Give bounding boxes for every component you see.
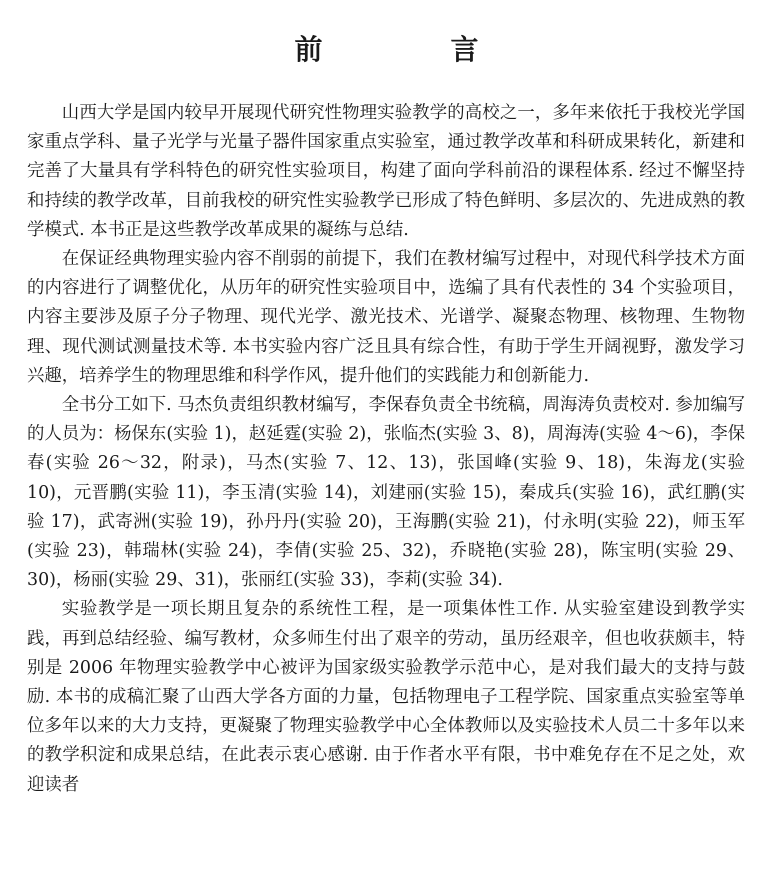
paragraph-4: 实验教学是一项长期且复杂的系统性工程，是一项集体性工作. 从实验室建设到教学实践，再到总结经验、编写教材，众多师生付出了艰辛的劳动，虽历经艰辛，但也收获颇丰，特别是 2006 年物理实验教学中心被评为国家级实验教学示范中心，是对我们最大的支持与鼓励. 本书的成稿汇聚了山西大学各方面的力量，包括物理电子工程学院、国家重点实验室等单位多年以来的大力支持，更凝聚了物理实验教学中心全体教师以及实验技术人员二十多年以来的教学积淀和成果总结，在此表示衷心感谢. 由于作者水平有限，书中难免存在不足之处，欢迎读者 xyxy=(27,599,745,795)
paragraph-1: 山西大学是国内较早开展现代研究性物理实验教学的高校之一，多年来依托于我校光学国家重点学科、量子光学与光量子器件国家重点实验室，通过教学改革和科研成果转化，新建和完善了大量具有学科特色的研究性实验项目，构建了面向学科前沿的课程体系. 经过不懈坚持和持续的教学改革，目前我校的研究性实验教学已形成了特色鲜明、多层次的、先进成熟的教学模式. 本书正是这些教学改革成果的凝练与总结. xyxy=(27,103,745,240)
paragraph-2: 在保证经典物理实验内容不削弱的前提下，我们在教材编写过程中，对现代科学技术方面的内容进行了调整优化，从历年的研究性实验项目中，选编了具有代表性的 34 个实验项目，内容主要涉及原子分子物理、现代光学、激光技术、光谱学、凝聚态物理、核物理、生物物理、现代测试测量技术等. 本书实验内容广泛且具有综合性，有助于学生开阔视野，激发学习兴趣，培养学生的物理思维和科学作风，提升他们的实践能力和创新能力. xyxy=(27,249,745,386)
paragraph-3: 全书分工如下. 马杰负责组织教材编写，李保春负责全书统稿，周海涛负责校对. 参加编写的人员为：杨保东(实验 1)，赵延霆(实验 2)，张临杰(实验 3、8)，周海涛(实验 4～6)，李保春(实验 26～32，附录)，马杰(实验 7、12、13)，张国峰(实验 9、18)，朱海龙(实验 10)，元晋鹏(实验 11)，李玉清(实验 14)，刘建丽(实验 15)，秦成兵(实验 16)，武红鹏(实验 17)，武寄洲(实验 19)，孙丹丹(实验 20)，王海鹏(实验 21)，付永明(实验 22)，师玉军(实验 23)，韩瑞林(实验 24)，李倩(实验 25、32)，乔晓艳(实验 28)，陈宝明(实验 29、30)，杨丽(实验 29、31)，张丽红(实验 33)，李莉(实验 34). xyxy=(27,395,745,591)
page-title: 前 言 xyxy=(294,33,529,66)
preface-body xyxy=(27,99,745,800)
